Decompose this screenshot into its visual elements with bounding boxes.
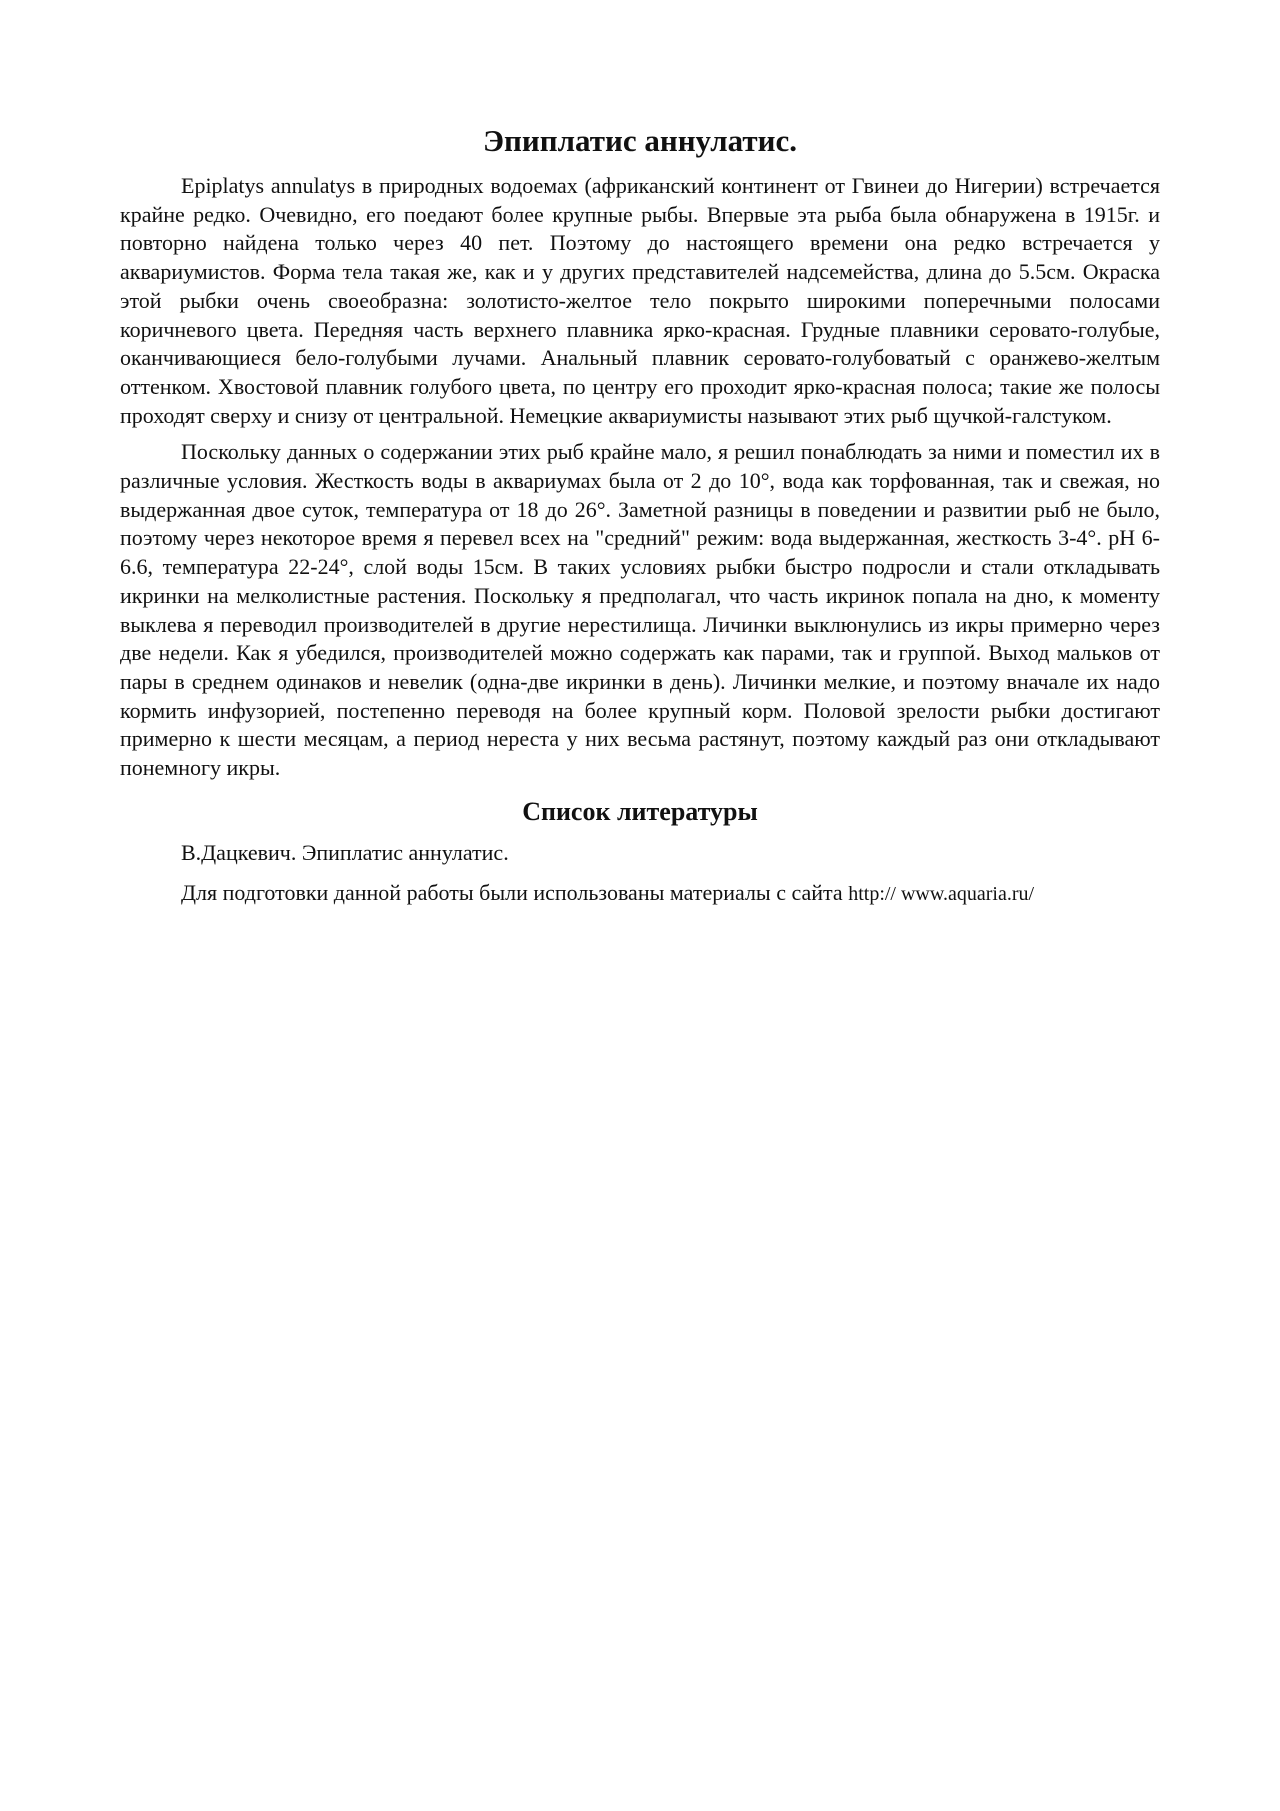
source-note (120, 879, 1160, 909)
document-page (120, 122, 1160, 909)
source-note-text: Для подготовки данной работы были использованы материалы с сайта (181, 880, 849, 906)
reference-item: В.Дацкевич. Эпиплатис аннулатис. (181, 839, 509, 865)
body-paragraph-2: Поскольку данных о содержании этих рыб крайне мало, я решил понаблюдать за ними и поместил их в различные условия. Жесткость воды в аквариумах была от 2 до 10°, вода как торфованная, так и свежая, но выдержанная двое суток, температура от 18 до 26°. Заметной разницы в поведении и развитии рыб не было, поэтому через некоторое время я перевел всех на "средний" режим: вода выдержанная, жесткость 3-4°. pH 6-6.6, температура 22-24°, слой воды 15см. В таких условиях рыбки быстро подросли и стали откладывать икринки на мелколистные растения. Поскольку я предполагал, что часть икринок попала на дно, к моменту выклева я переводил производителей в другие нерестилища. Личинки выклюнулись из икры примерно через две недели. Как я убедился, производителей можно содержать как парами, так и группой. Выход мальков от пары в среднем одинаков и невелик (одна-две икринки в день). Личинки мелкие, и поэтому вначале их надо кормить инфузорией, постепенно переводя на более крупный корм. Половой зрелости рыбки достигают примерно к шести месяцам, а период нереста у них весьма растянут, поэтому каждый раз они откладывают понемногу икры. (120, 439, 1160, 781)
source-url: http:// www.aquaria.ru/ (848, 883, 1035, 906)
references-heading: Список литературы (522, 796, 758, 826)
body-paragraph-1: Epiplatys annulatys в природных водоемах (африканский континент от Гвинеи до Нигерии) встречается крайне редко. Очевидно, его поедают более крупные рыбы. Впервые эта рыба была обнаружена в 1915г. и повторно найдена только через 40 пет. Поэтому до настоящего времени она редко встречается у аквариумистов. Форма тела такая же, как и у других представителей надсемейства, длина до 5.5см. Окраска этой рыбки очень своеобразна: золотисто-желтое тело покрыто широкими поперечными полосами коричневого цвета. Передняя часть верхнего плавника ярко-красная. Грудные плавники серовато-голубые, оканчивающиеся бело-голубыми лучами. Анальный плавник серовато-голубоватый с оранжево-желтым оттенком. Хвостовой плавник голубого цвета, по центру его проходит ярко-красная полоса; такие же полосы проходят сверху и снизу от центральной. Немецкие аквариумисты называют этих рыб щучкой-галстуком. (120, 173, 1160, 428)
document-title: Эпиплатис аннулатис. (483, 123, 797, 158)
